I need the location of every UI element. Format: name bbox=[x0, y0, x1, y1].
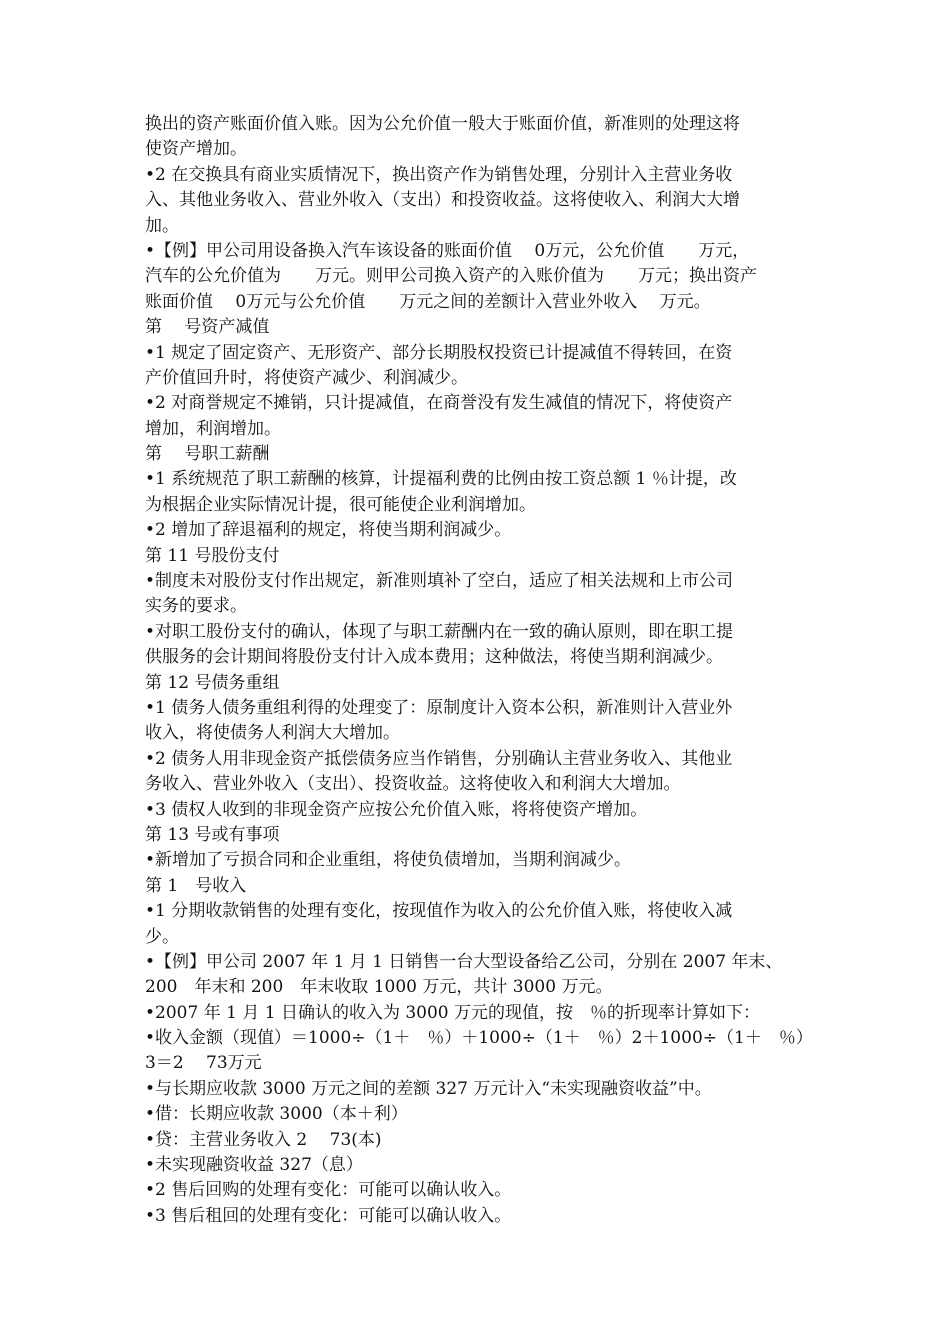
text-line: •2 增加了辞退福利的规定，将使当期利润减少。 bbox=[145, 520, 512, 541]
text-line: •2 债务人用非现金资产抵偿债务应当作销售，分别确认主营业务收入、其他业 bbox=[145, 748, 733, 769]
text-line: •1 分期收款销售的处理有变化，按现值作为收入的公允价值入账，将使收入减 bbox=[145, 901, 733, 922]
text-line: 实务的要求。 bbox=[145, 596, 247, 617]
text-line: 入、其他业务收入、营业外收入（支出）和投资收益。这将使收入、利润大大增 bbox=[145, 190, 740, 211]
section-heading: 第 号职工薪酬 bbox=[145, 444, 270, 465]
text-line: •借：长期应收款 3000（本＋利） bbox=[145, 1104, 408, 1125]
text-line: •3 债权人收到的非现金资产应按公允价值入账，将将使资产增加。 bbox=[145, 799, 648, 820]
text-line: •收入金额（现值）＝1000÷（1＋ ％）＋1000÷（1＋ ％）2＋1000÷（1＋ ％） bbox=[145, 1028, 813, 1049]
section-heading: 第 1 号收入 bbox=[145, 875, 247, 896]
text-line: •新增加了亏损合同和企业重组，将使负债增加，当期利润减少。 bbox=[145, 850, 632, 871]
text-line: 账面价值 0万元与公允价值 万元之间的差额计入营业外收入 万元。 bbox=[145, 291, 711, 312]
text-line: 少。 bbox=[145, 926, 179, 947]
text-line: 换出的资产账面价值入账。因为公允价值一般大于账面价值，新准则的处理这将 bbox=[145, 114, 740, 134]
text-line: •未实现融资收益 327（息） bbox=[145, 1155, 363, 1176]
text-line: •贷：主营业务收入 2 73(本) bbox=[145, 1129, 382, 1150]
text-line: •3 售后租回的处理有变化：可能可以确认收入。 bbox=[145, 1205, 512, 1226]
text-line: •2 售后回购的处理有变化：可能可以确认收入。 bbox=[145, 1180, 512, 1201]
text-line: 加。 bbox=[145, 215, 179, 236]
text-line: •与长期应收款 3000 万元之间的差额 327 万元计入“未实现融资收益”中。 bbox=[145, 1078, 712, 1099]
text-line: •1 债务人债务重组利得的处理变了：原制度计入资本公积，新准则计入营业外 bbox=[145, 697, 733, 718]
text-line: •【例】甲公司 2007 年 1 月 1 日销售一台大型设备给乙公司，分别在 2007 年末、 bbox=[145, 951, 783, 972]
text-line: 务收入、营业外收入（支出）、投资收益。这将使收入和利润大大增加。 bbox=[145, 774, 681, 795]
section-heading: 第 11 号股份支付 bbox=[145, 545, 280, 566]
text-line: •对职工股份支付的确认，体现了与职工薪酬内在一致的确认原则，即在职工提 bbox=[145, 621, 734, 642]
section-heading: 第 12 号债务重组 bbox=[145, 672, 280, 693]
text-line: 供服务的会计期间将股份支付计入成本费用；这种做法，将使当期利润减少。 bbox=[145, 647, 723, 668]
text-line: •1 系统规范了职工薪酬的核算，计提福利费的比例由按工资总额 1 ％计提，改 bbox=[145, 469, 737, 490]
text-line: 为根据企业实际情况计提，很可能使企业利润增加。 bbox=[145, 494, 536, 515]
text-line: •【例】甲公司用设备换入汽车该设备的账面价值 0万元，公允价值 万元， bbox=[145, 240, 750, 261]
text-line: •制度未对股份支付作出规定，新准则填补了空白，适应了相关法规和上市公司 bbox=[145, 571, 734, 592]
text-line: •2 对商誉规定不摊销，只计提减值，在商誉没有发生减值的情况下，将使资产 bbox=[145, 393, 733, 414]
document-body bbox=[145, 112, 813, 1229]
text-line: 200 年末和 200 年末收取 1000 万元，共计 3000 万元。 bbox=[145, 977, 613, 998]
text-line: 使资产增加。 bbox=[145, 139, 247, 160]
text-line: 3＝2 73万元 bbox=[145, 1053, 262, 1074]
text-line: •2 在交换具有商业实质情况下，换出资产作为销售处理，分别计入主营业务收 bbox=[145, 164, 733, 185]
section-heading: 第 号资产减值 bbox=[145, 317, 270, 338]
section-heading: 第 13 号或有事项 bbox=[145, 824, 280, 845]
text-line: 增加，利润增加。 bbox=[145, 418, 281, 439]
text-line: 收入，将使债务人利润大大增加。 bbox=[145, 723, 400, 744]
text-line: 产价值回升时，将使资产减少、利润减少。 bbox=[145, 367, 468, 388]
text-line: •1 规定了固定资产、无形资产、部分长期股权投资已计提减值不得转回，在资 bbox=[145, 342, 733, 363]
text-line: •2007 年 1 月 1 日确认的收入为 3000 万元的现值，按 ％的折现率计算如下： bbox=[145, 1002, 761, 1023]
text-line: 汽车的公允价值为 万元。则甲公司换入资产的入账价值为 万元；换出资产 bbox=[145, 266, 757, 287]
